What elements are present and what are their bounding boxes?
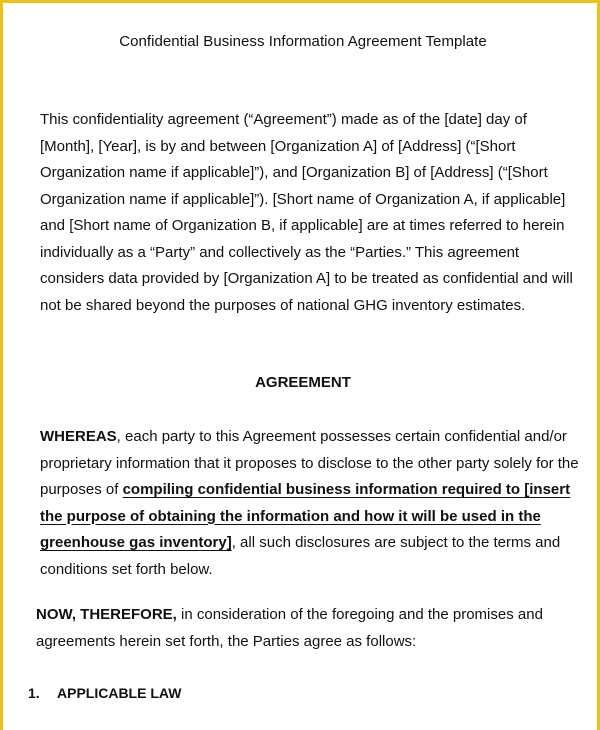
- whereas-text-2: , all such disclosures are subject to the terms and conditions set forth below.: [40, 534, 561, 578]
- intro-paragraph: This confidentiality agreement (“Agreement”) made as of the [date] day of [Month], [Year], is by and between [Organization A] of [Address] (“[Short Organization name if applicable]”), and [Organization B] of [Address] (“[Short Organization name if applicable]”). [Short name of Organization A, if applicable] and [Short name of Organization B, if applicable] are at times referred to herein individually as a “Party” and collectively as the “Parties.” This agreement considers data provided by [Organization A] to be treated as confidential and will not be shared beyond the purposes of national GHG inventory estimates.: [40, 111, 573, 314]
- whereas-paragraph: [40, 424, 580, 583]
- whereas-text-1: , each party to this Agreement possesses certain confidential and/or proprietary information that it proposes to disclose to the other party solely for the purposes of: [40, 428, 579, 498]
- whereas-lead: WHEREAS: [40, 428, 117, 445]
- whereas-emphasis: compiling confidential business information required to [insert the purpose of obtaining the information and how it will be used in the greenhouse gas inventory]: [40, 481, 571, 551]
- document-title: Confidential Business Information Agreement Template: [119, 33, 487, 50]
- section-heading-applicable-law: [28, 685, 181, 701]
- section-number: 1.: [28, 685, 40, 701]
- now-therefore-paragraph: [36, 602, 581, 655]
- section-title: APPLICABLE LAW: [57, 685, 182, 701]
- document-page: [3, 3, 597, 730]
- now-therefore-text: in consideration of the foregoing and the promises and agreements herein set forth, the Parties agree as follows:: [36, 606, 543, 650]
- now-therefore-lead: NOW, THEREFORE,: [36, 606, 177, 623]
- agreement-heading: AGREEMENT: [255, 374, 351, 391]
